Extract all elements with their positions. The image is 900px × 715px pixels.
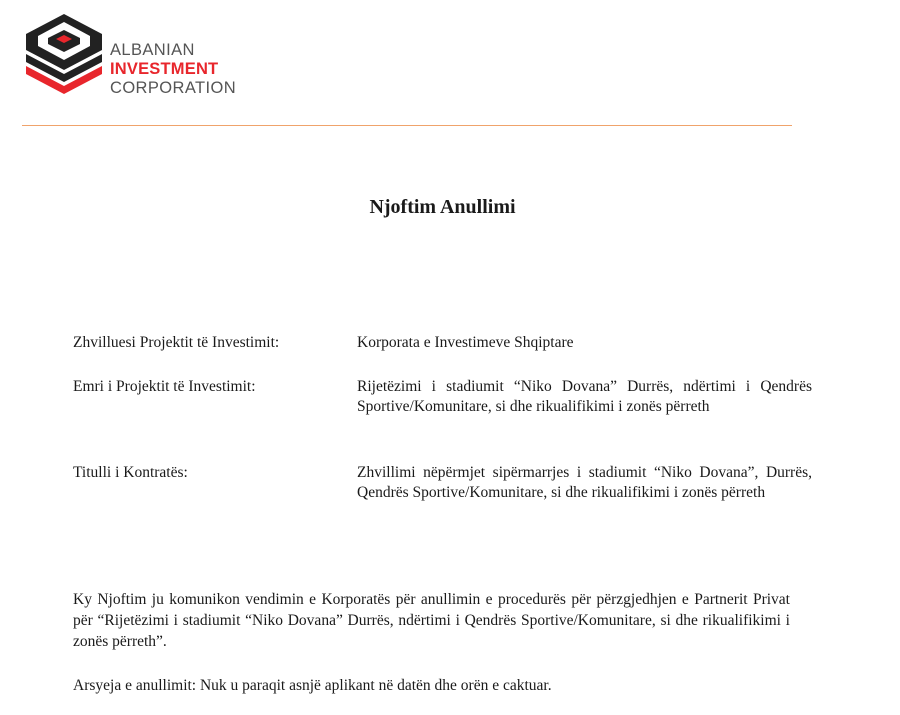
notice-paragraph: Ky Njoftim ju komunikon vendimin e Korporatës për anullimin e procedurës për përzgjedhjen e Partnerit Privat për “Rijetëzimi i stadiumit “Niko Dovana” Durrës, ndërtimi i Qendrës Sportive/Komunitare, si dhe rikualifikimi i zonës përreth”. xyxy=(73,591,790,650)
document-title: Njoftim Anullimi xyxy=(369,196,516,218)
info-label: Zhvilluesi Projektit të Investimit: xyxy=(73,334,280,351)
info-value: Rijetëzimi i stadiumit “Niko Dovana” Durrës, ndërtimi i Qendrës Sportive/Komunitare, si dhe rikualifikimi i zonës përreth xyxy=(357,378,812,415)
logo-line-1: ALBANIAN xyxy=(110,41,195,59)
info-label: Emri i Projektit të Investimit: xyxy=(73,378,256,395)
cancellation-reason: Arsyeja e anullimit: Nuk u paraqit asnjë aplikant në datën dhe orën e caktuar. xyxy=(73,677,552,694)
info-value: Zhvillimi nëpërmjet sipërmarrjes i stadiumit “Niko Dovana”, Durrës, Qendrës Sportive/Komunitare, si dhe rikualifikimi i zonës përreth xyxy=(357,464,812,501)
logo-line-2: INVESTMENT xyxy=(110,60,219,78)
company-logo xyxy=(26,14,256,104)
aic-logo-icon xyxy=(26,14,106,98)
info-value: Korporata e Investimeve Shqiptare xyxy=(357,334,574,351)
logo-line-3: CORPORATION xyxy=(110,79,237,97)
info-label: Titulli i Kontratës: xyxy=(73,464,188,481)
header-divider xyxy=(22,125,792,126)
logo-wordmark xyxy=(110,41,236,98)
